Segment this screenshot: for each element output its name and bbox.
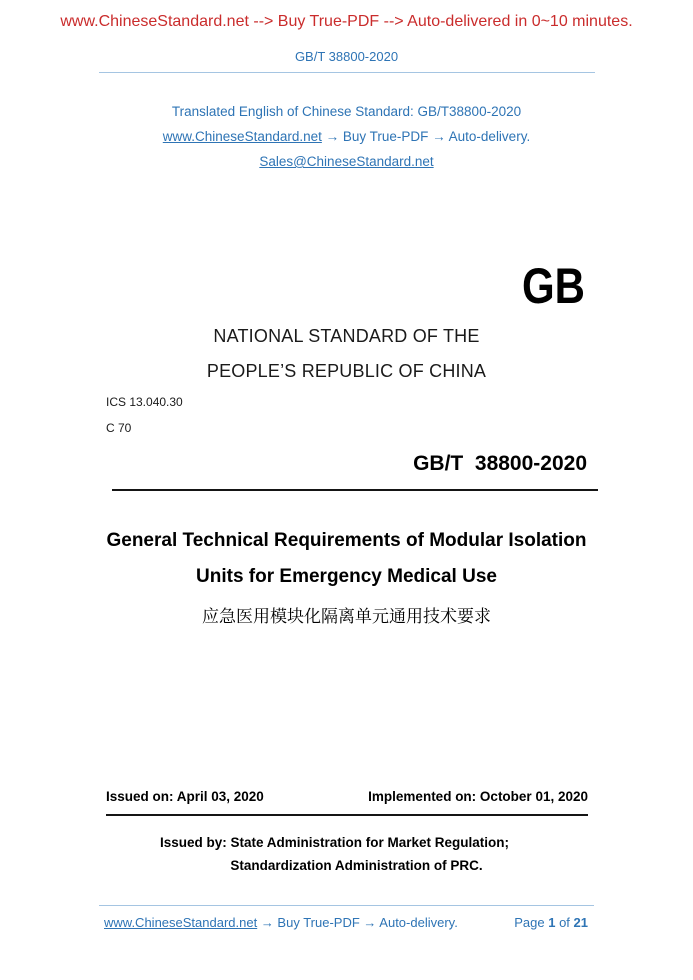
top-banner: www.ChineseStandard.net --> Buy True-PDF --> Auto-delivered in 0~10 minutes. (60, 13, 633, 30)
footer-row (104, 915, 588, 930)
page-current: 1 (548, 915, 556, 930)
issue-divider (106, 814, 588, 816)
buy-line-text: → Buy True-PDF → Auto-delivery. (321, 129, 531, 144)
issued-by-line1: Issued by: State Administration for Market Regulation; (159, 835, 510, 850)
chinesestandard-link[interactable]: www.ChineseStandard.net (162, 129, 322, 144)
gb-logo: GB (522, 258, 585, 314)
page-label: Page (514, 915, 545, 930)
issued-on-date: Issued on: April 03, 2020 (106, 789, 264, 804)
sales-email-link[interactable]: Sales@ChineseStandard.net (259, 154, 434, 169)
page-indicator (514, 915, 588, 930)
class-code: C 70 (106, 421, 132, 435)
title-english-line2: Units for Emergency Medical Use (196, 566, 497, 587)
ics-code: ICS 13.040.30 (106, 395, 183, 409)
translated-standard-line: Translated English of Chinese Standard: GB/T38800-2020 (171, 104, 522, 119)
footer-chinesestandard-link[interactable]: www.ChineseStandard.net (104, 915, 258, 930)
header-divider (99, 72, 595, 73)
national-standard-line1: NATIONAL STANDARD OF THE (213, 326, 480, 346)
email-line (0, 154, 693, 169)
buy-line (0, 129, 693, 144)
implemented-on-date: Implemented on: October 01, 2020 (368, 789, 588, 804)
page-total: 21 (573, 915, 588, 930)
issued-by-line2: Standardization Administration of PRC. (230, 858, 483, 873)
header-standard-code: GB/T 38800-2020 (294, 49, 399, 64)
title-chinese: 应急医用模块化隔离单元通用技术要求 (202, 607, 491, 626)
title-english-line1: General Technical Requirements of Modular Isolation (106, 530, 587, 551)
footer-left (104, 915, 458, 930)
national-standard-line2: PEOPLE’S REPUBLIC OF CHINA (206, 361, 487, 381)
issue-dates-row (106, 789, 588, 804)
standard-number-rule (112, 489, 598, 491)
footer-buy-text: → Buy True-PDF → Auto-delivery. (257, 915, 458, 930)
standard-number: GB/T 38800-2020 (413, 452, 587, 475)
page-of-label: of (559, 915, 570, 930)
footer-divider (99, 905, 594, 906)
